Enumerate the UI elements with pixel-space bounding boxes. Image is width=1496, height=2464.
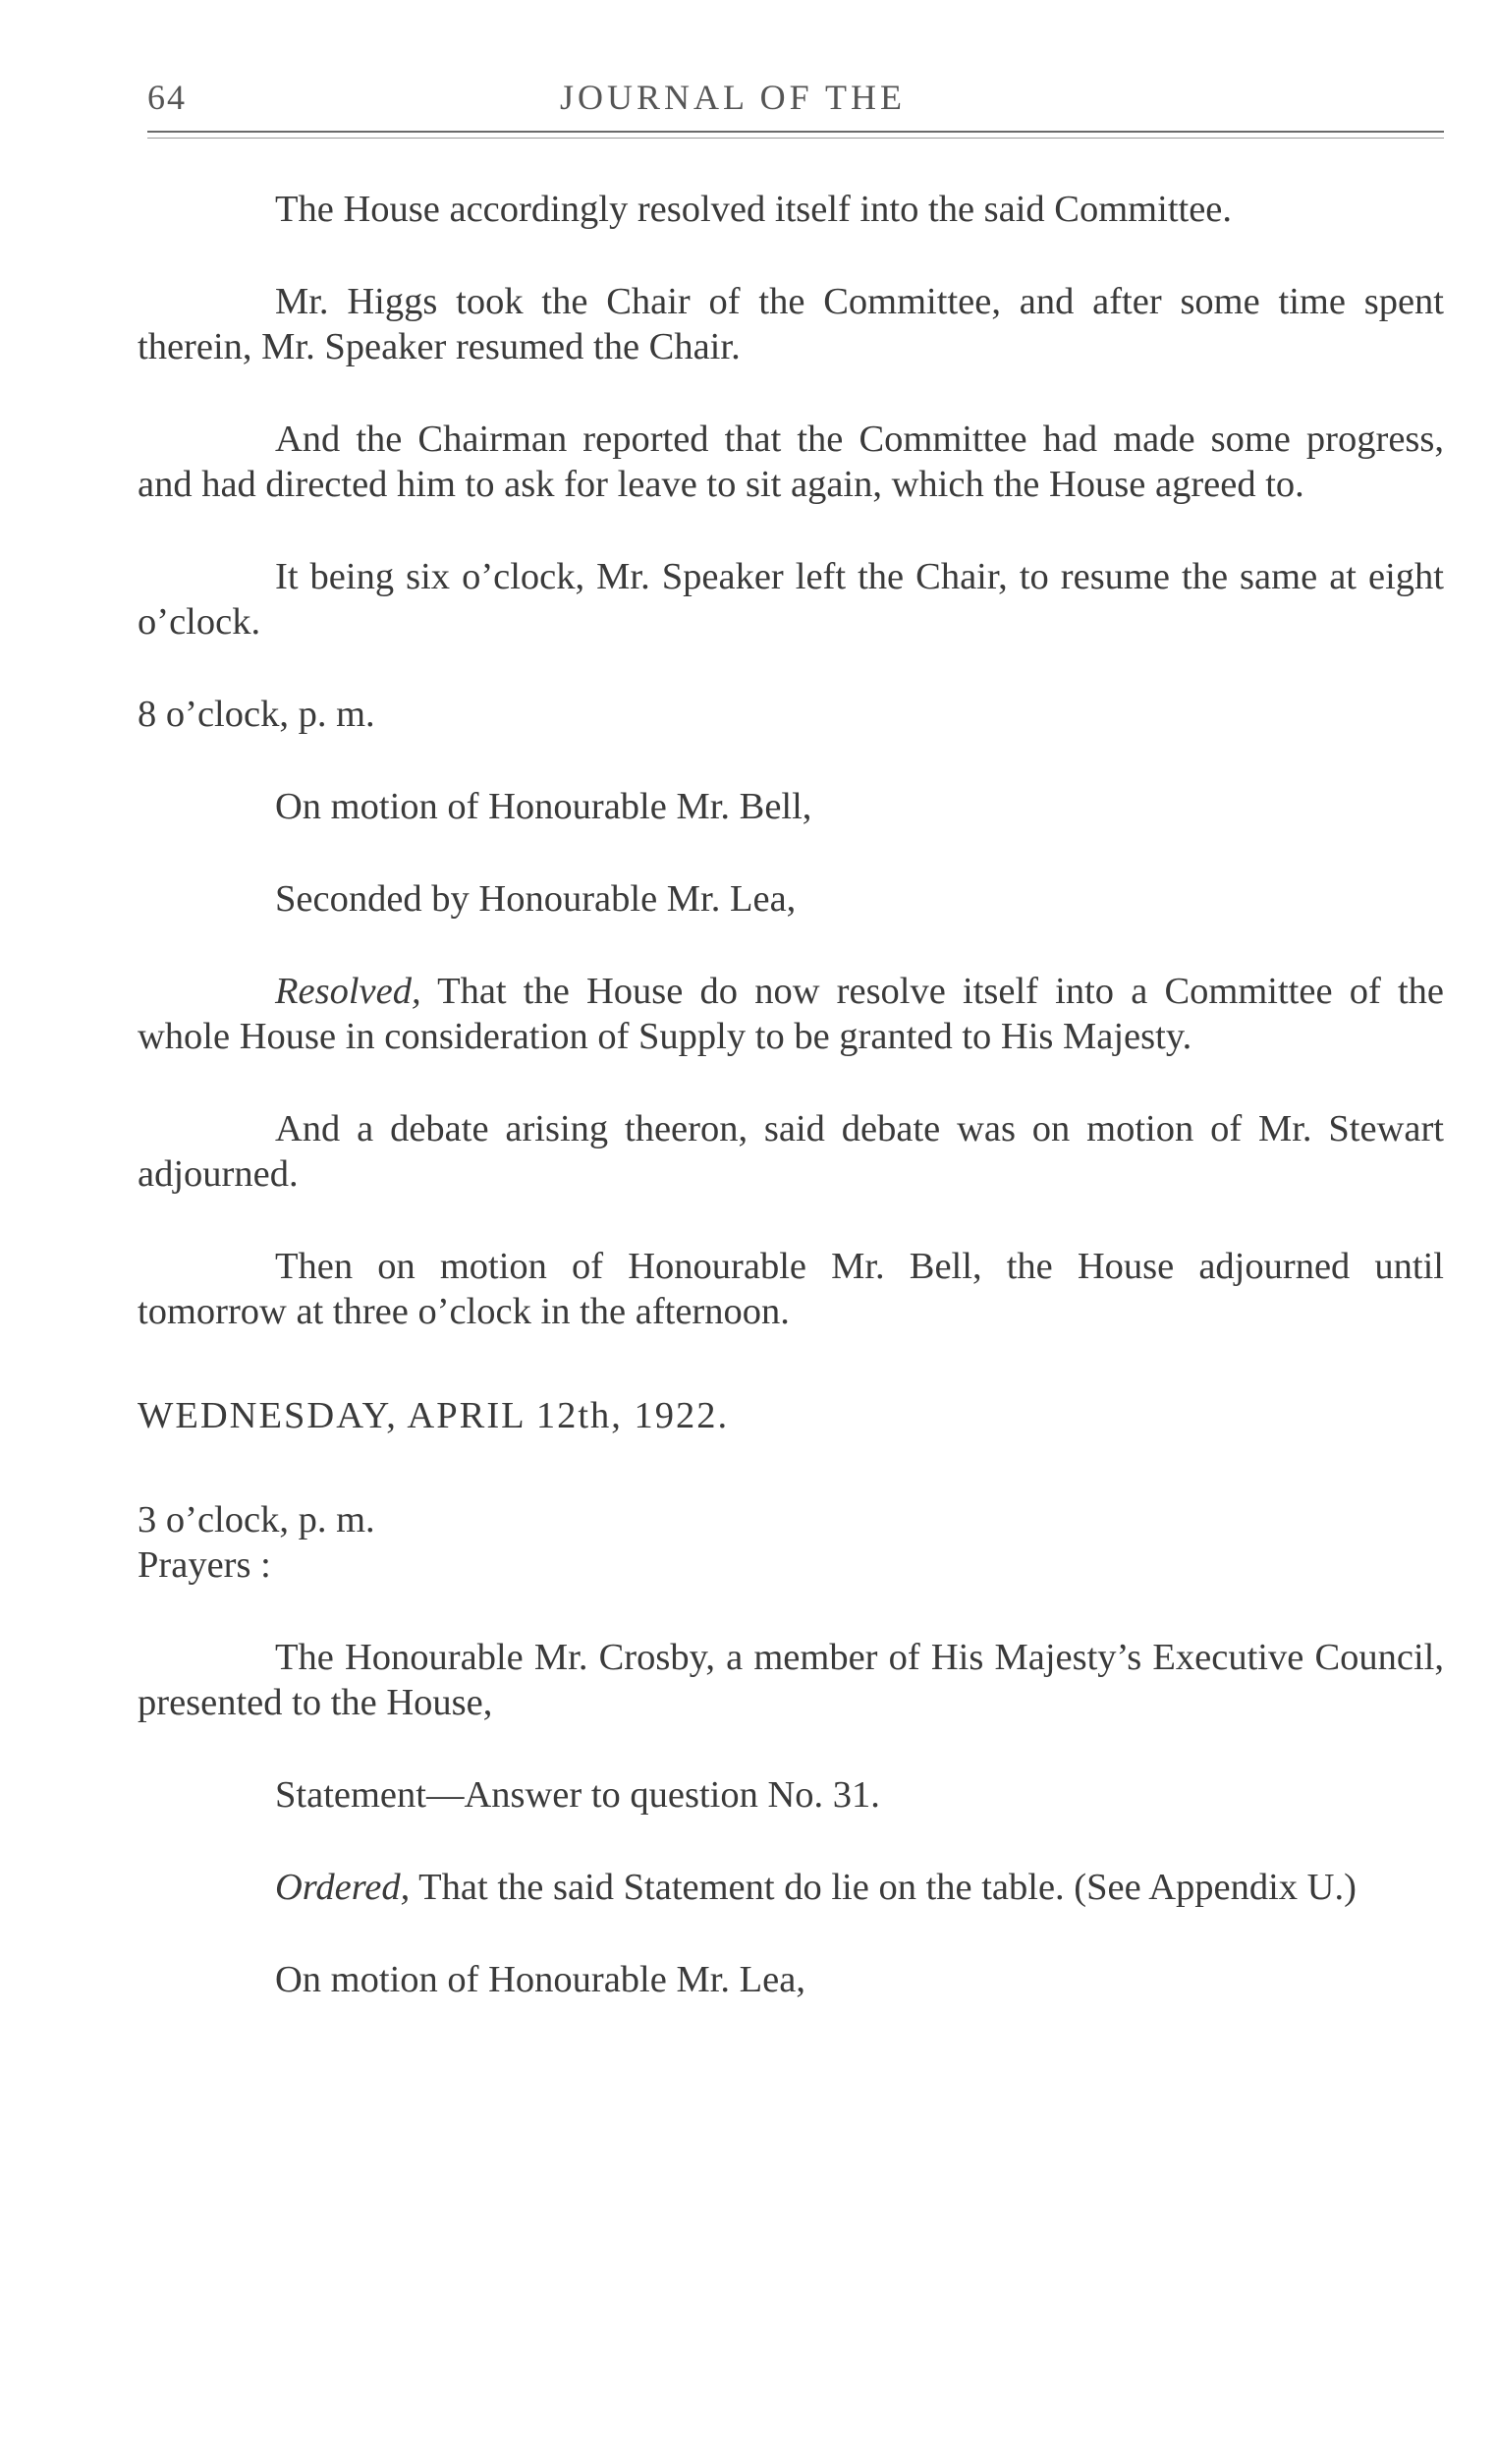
paragraph-motion-lea: On motion of Honourable Mr. Lea, [275, 1959, 805, 2000]
paragraph-seconded-lea: Seconded by Honourable Mr. Lea, [275, 878, 797, 920]
header-rule [147, 131, 1444, 133]
paragraph-higgs-chair: Mr. Higgs took the Chair of the Committee, and after some time spent therein, Mr. Speaker resumed the Chair. [138, 281, 1444, 367]
ordered-text: That the said Statement do lie on the table. (See Appendix U.) [410, 1867, 1357, 1908]
resolved-label: Resolved, [275, 971, 421, 1012]
paragraph-six-oclock: It being six o’clock, Mr. Speaker left the Chair, to resume the same at eight o’clock. [138, 556, 1444, 643]
sitting-date: WEDNESDAY, APRIL 12th, 1922. [138, 1395, 730, 1436]
time-eight-oclock: 8 o’clock, p. m. [138, 694, 375, 735]
journal-body [138, 187, 1444, 2049]
page-number: 64 [147, 78, 187, 117]
prayers-label: Prayers : [138, 1544, 271, 1586]
resolved-text: That the House do now resolve itself into a Committee of the whole House in consideration of Supply to be granted to His Majesty. [138, 971, 1444, 1057]
paragraph-resolved [138, 969, 1444, 1059]
page-header [147, 77, 1444, 126]
paragraph-motion-bell: On motion of Honourable Mr. Bell, [275, 786, 812, 827]
header-rule-thin [147, 138, 1444, 139]
running-head: JOURNAL OF THE [560, 78, 907, 117]
paragraph-debate: And a debate arising theeron, said debate was on motion of Mr. Stewart adjourned. [138, 1108, 1444, 1195]
paragraph-chairman-report: And the Chairman reported that the Committee had made some progress, and had directed him to ask for leave to sit again, which the House agreed to. [138, 419, 1444, 505]
paragraph-statement: Statement—Answer to question No. 31. [275, 1774, 880, 1816]
paragraph-ordered [138, 1865, 1444, 1910]
time-three-oclock: 3 o’clock, p. m. [138, 1499, 375, 1540]
paragraph-adjourned: Then on motion of Honourable Mr. Bell, the House adjourned until tomorrow at three o’clock in the afternoon. [138, 1246, 1444, 1332]
paragraph-committee: The House accordingly resolved itself into the said Committee. [275, 189, 1233, 230]
paragraph-crosby: The Honourable Mr. Crosby, a member of His Majesty’s Executive Council, presented to the House, [138, 1637, 1444, 1723]
ordered-label: Ordered, [275, 1867, 411, 1908]
